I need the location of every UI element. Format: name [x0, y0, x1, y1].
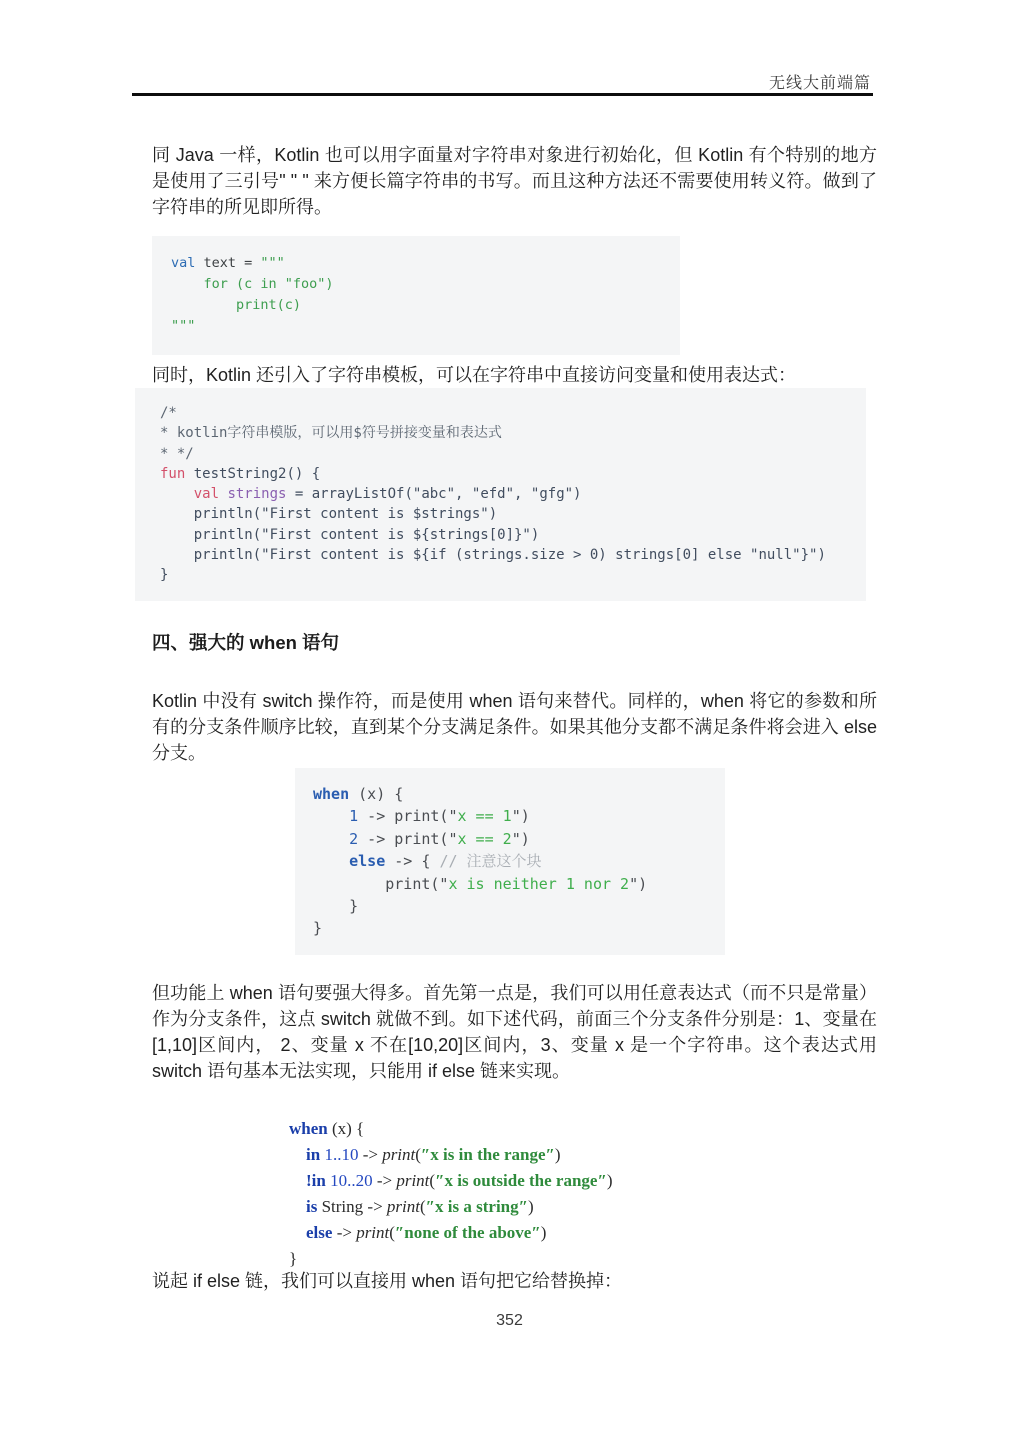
paragraph-string-template: 同时，Kotlin 还引入了字符串模板，可以在字符串中直接访问变量和使用表达式： — [152, 365, 797, 385]
code-line: 2 -> print("x == 2") — [349, 829, 530, 848]
section-heading-when: 四、强大的 when 语句 — [152, 632, 340, 653]
code-line: * */ — [160, 445, 194, 462]
paragraph-string-literal: 同 Java 一样，Kotlin 也可以用字面量对字符串对象进行初始化，但 Kotlin 有个特别的地方是使用了三引号" " " 来方便长篇字符串的书写。而且这种方法还不需要使用转义符。做到了字符串的所见即所得。 — [152, 145, 877, 217]
code-line: val strings = arrayListOf("abc", "efd", "gfg") — [193, 486, 582, 503]
code-block-when-ranges — [285, 1110, 745, 1272]
paragraph-when-intro: Kotlin 中没有 switch 操作符，而是使用 when 语句来替代。同样的，when 将它的参数和所有的分支条件顺序比较，直到某个分支满足条件。如果其他分支都不满足条件将会进入 else 分支。 — [152, 691, 877, 763]
code-line: } — [313, 919, 323, 938]
code-block-triple-quote — [152, 236, 680, 355]
code-line: println("First content is $strings") — [160, 506, 498, 523]
code-line: println("First content is ${strings[0]}") — [160, 526, 540, 543]
code-line: else -> { // 注意这个块 — [349, 852, 542, 871]
paragraph-if-else-chain: 说起 if else 链，我们可以直接用 when 语句把它给替换掉： — [152, 1271, 623, 1291]
code-line: val text = """ — [171, 255, 285, 271]
code-line: fun testString2() { — [160, 465, 321, 482]
code-line: when (x) { — [289, 1119, 365, 1138]
paragraph-when-power: 但功能上 when 语句要强大得多。首先第一点是，我们可以用任意表达式（而不只是常量）作为分支条件，这点 switch 就做不到。如下述代码，前面三个分支条件分别是：1、变量在[1,10]区间内， 2、变量 x 不在[10,20]区间内，3、变量 x 是一个字符串。这个表达式用 switch 语句基本无法实现，只能用 if else 链来实现。 — [152, 983, 877, 1081]
code-block-when-basic — [295, 768, 725, 955]
code-line: print("x is neither 1 nor 2") — [313, 874, 648, 893]
code-line: /* — [160, 405, 177, 421]
code-line: println("First content is ${if (strings.size > 0) strings[0] else "null"}") — [160, 547, 826, 564]
code-line: when (x) { — [313, 785, 404, 803]
header-rule — [132, 93, 873, 96]
code-line: * kotlin字符串模版，可以用$符号拼接变量和表达式 — [160, 425, 502, 442]
code-line: is String -> print(″x is a string″) — [306, 1197, 534, 1216]
code-line: """ — [171, 318, 196, 334]
code-block-string-template — [135, 388, 866, 601]
code-line: } — [289, 1249, 298, 1268]
code-line: 1 -> print("x == 1") — [349, 807, 530, 826]
code-line: print(c) — [171, 297, 302, 313]
code-line: !in 10..20 -> print(″x is outside the range″) — [306, 1171, 613, 1190]
code-line: for (c in "foo") — [171, 276, 334, 292]
code-line: in 1..10 -> print(″x is in the range″) — [306, 1145, 561, 1164]
code-line: } — [160, 567, 169, 584]
code-line: else -> print(″none of the above″) — [306, 1223, 547, 1242]
page-header-title: 无线大前端篇 — [768, 75, 871, 92]
code-line: } — [313, 897, 359, 916]
page-number: 352 — [496, 1312, 523, 1329]
